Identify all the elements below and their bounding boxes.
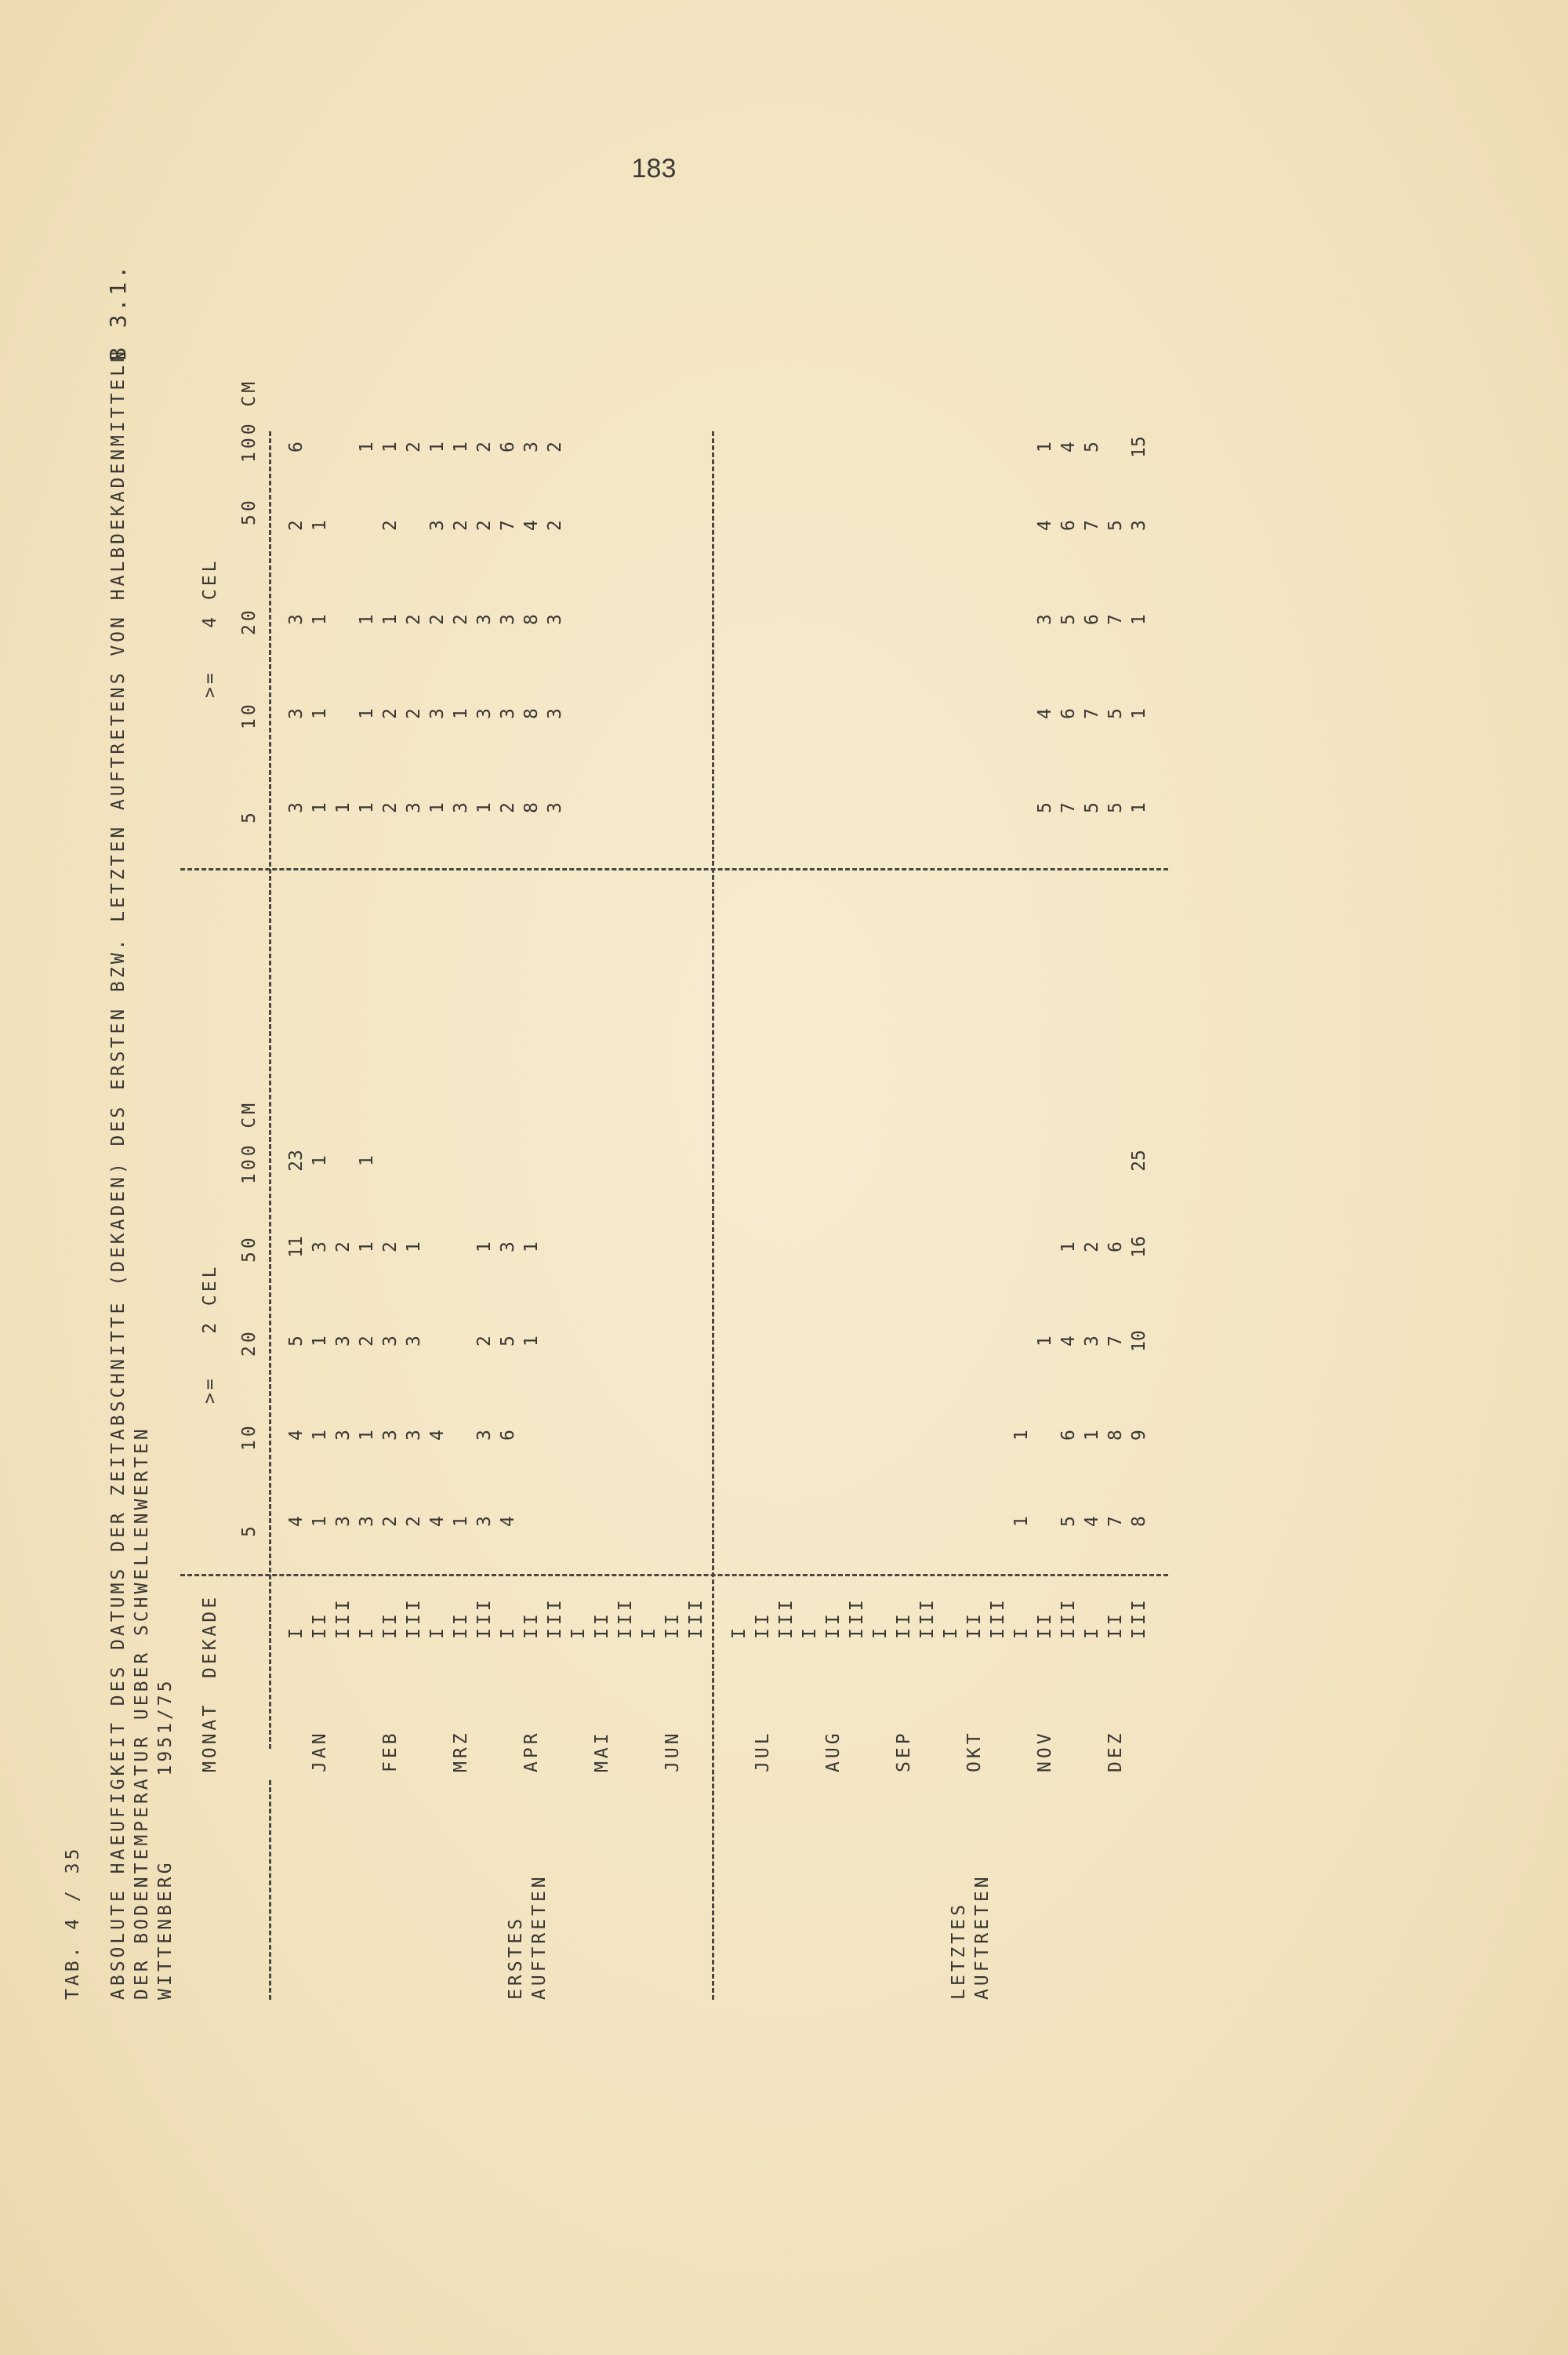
first-month-label: JAN: [310, 1730, 330, 1772]
first-cell: 2: [357, 1336, 377, 1346]
depth-50-g2: 50: [239, 497, 260, 525]
last-cell: 9: [1129, 1430, 1149, 1441]
section-last-label-2: AUFTRETEN: [972, 1873, 993, 2000]
last-dekade-label: I: [1011, 1625, 1032, 1639]
first-cell: 3: [404, 1430, 424, 1441]
first-cell: 2: [545, 520, 565, 531]
first-cell: 3: [498, 1241, 518, 1252]
first-dekade-label: II: [310, 1611, 330, 1639]
first-cell: 3: [286, 708, 307, 719]
last-cell: 4: [1058, 442, 1079, 452]
last-cell: 8: [1129, 1516, 1149, 1527]
first-cell: 3: [545, 802, 565, 813]
first-cell: 2: [545, 442, 565, 452]
page-number: 183: [631, 154, 677, 184]
first-cell: 8: [521, 708, 542, 719]
last-month-label: JUL: [753, 1730, 773, 1772]
last-dekade-label: II: [1105, 1611, 1126, 1639]
depth-5-g1: 5: [239, 1523, 260, 1537]
last-cell: 25: [1129, 1150, 1149, 1172]
first-cell: 8: [521, 802, 542, 813]
last-cell: 2: [1082, 1241, 1102, 1252]
first-cell: 3: [404, 1336, 424, 1346]
last-cell: 5: [1082, 442, 1102, 452]
last-cell: 3: [1129, 520, 1149, 531]
first-cell: 1: [357, 1241, 377, 1252]
last-month-label: SEP: [894, 1730, 914, 1772]
first-cell: 3: [404, 802, 424, 813]
first-cell: 1: [380, 442, 401, 452]
last-dekade-label: III: [988, 1597, 1008, 1639]
last-cell: 4: [1082, 1516, 1102, 1527]
first-cell: 2: [451, 614, 471, 625]
last-month-label: NOV: [1035, 1730, 1055, 1772]
last-dekade-label: I: [800, 1625, 820, 1639]
last-cell: 1: [1129, 708, 1149, 719]
section-first-label-1: ERSTES: [506, 1915, 526, 2000]
first-cell: 3: [545, 614, 565, 625]
first-dekade-label: I: [357, 1625, 377, 1639]
last-dekade-label: III: [776, 1597, 797, 1639]
last-cell: 1: [1058, 1241, 1079, 1252]
first-dekade-label: I: [639, 1625, 659, 1639]
last-cell: 1: [1129, 614, 1149, 625]
first-cell: 2: [333, 1241, 354, 1252]
last-cell: 5: [1105, 802, 1126, 813]
first-cell: 2: [474, 1336, 495, 1346]
first-dekade-label: III: [545, 1597, 565, 1639]
last-cell: 5: [1082, 802, 1102, 813]
first-cell: 1: [357, 442, 377, 452]
first-cell: 3: [427, 708, 448, 719]
table-id: TAB. 4 / 35: [63, 1845, 83, 2000]
last-cell: 6: [1082, 614, 1102, 625]
last-cell: 7: [1058, 802, 1079, 813]
first-cell: 1: [310, 614, 330, 625]
first-cell: 1: [310, 802, 330, 813]
first-cell: 2: [404, 1516, 424, 1527]
last-cell: 4: [1035, 520, 1055, 531]
depth-100-g1: 100 CM: [239, 1099, 260, 1184]
last-cell: 6: [1058, 708, 1079, 719]
first-dekade-label: II: [592, 1611, 612, 1639]
last-dekade-label: II: [964, 1611, 985, 1639]
last-cell: 16: [1129, 1236, 1149, 1258]
last-cell: 1: [1011, 1516, 1032, 1527]
first-cell: 7: [498, 520, 518, 531]
last-dekade-label: I: [729, 1625, 750, 1639]
last-cell: 7: [1082, 708, 1102, 719]
last-dekade-label: I: [941, 1625, 961, 1639]
dekade-header: DEKADE: [200, 1594, 220, 1678]
first-cell: 2: [380, 1516, 401, 1527]
first-cell: 2: [404, 442, 424, 452]
col-divider-1: [180, 1574, 1168, 1576]
section-last-label-1: LETZTES: [949, 1902, 969, 2000]
first-cell: 5: [286, 1336, 307, 1346]
section-first-label-2: AUFTRETEN: [529, 1873, 550, 2000]
first-cell: 1: [310, 1516, 330, 1527]
last-cell: 7: [1082, 520, 1102, 531]
first-cell: 1: [357, 708, 377, 719]
first-month-label: APR: [521, 1730, 542, 1772]
last-cell: 7: [1105, 614, 1126, 625]
first-cell: 2: [380, 802, 401, 813]
first-cell: 1: [357, 1430, 377, 1441]
rotated-table-page: [63, 157, 1207, 2000]
first-cell: 1: [451, 708, 471, 719]
last-dekade-label: III: [1129, 1597, 1149, 1639]
last-cell: 5: [1105, 708, 1126, 719]
first-cell: 6: [498, 1430, 518, 1441]
group1-header: >= 2 CEL: [200, 1263, 220, 1404]
first-dekade-label: III: [474, 1597, 495, 1639]
first-cell: 3: [521, 442, 542, 452]
first-cell: 1: [357, 614, 377, 625]
first-cell: 3: [451, 802, 471, 813]
title-line-3: WITTENBERG 1951/75: [155, 1677, 176, 2000]
last-dekade-label: II: [823, 1611, 844, 1639]
first-cell: 3: [498, 708, 518, 719]
first-cell: 4: [286, 1430, 307, 1441]
last-dekade-label: II: [894, 1611, 914, 1639]
last-dekade-label: II: [1035, 1611, 1055, 1639]
last-cell: 7: [1105, 1516, 1126, 1527]
first-cell: 2: [286, 520, 307, 531]
first-cell: 2: [474, 520, 495, 531]
first-cell: 2: [451, 520, 471, 531]
first-cell: 1: [427, 442, 448, 452]
first-dekade-label: II: [521, 1611, 542, 1639]
first-dekade-label: II: [451, 1611, 471, 1639]
first-dekade-label: II: [380, 1611, 401, 1639]
first-cell: 2: [380, 1241, 401, 1252]
title-line-1: ABSOLUTE HAEUFIGKEIT DES DATUMS DER ZEITABSCHNITTE (DEKADEN) DES ERSTEN BZW. LETZTEN AUFTRETENS VON HALBDEKADENMITTELN: [108, 348, 129, 2000]
col-divider-2: [180, 868, 1168, 870]
first-cell: 3: [310, 1241, 330, 1252]
last-cell: 5: [1035, 802, 1055, 813]
first-month-label: FEB: [380, 1730, 401, 1772]
depth-10-g2: 10: [239, 701, 260, 729]
first-cell: 3: [474, 1516, 495, 1527]
first-cell: 2: [404, 614, 424, 625]
last-dekade-label: III: [917, 1597, 938, 1639]
last-cell: 5: [1058, 1516, 1079, 1527]
first-dekade-label: I: [568, 1625, 589, 1639]
first-cell: 3: [474, 708, 495, 719]
first-cell: 1: [333, 802, 354, 813]
header-divider: [269, 431, 271, 1749]
code-label: B 3.1.: [105, 262, 131, 361]
first-dekade-label: III: [333, 1597, 354, 1639]
first-cell: 1: [474, 802, 495, 813]
first-dekade-label: I: [498, 1625, 518, 1639]
depth-100-g2: 100 CM: [239, 378, 260, 463]
last-cell: 1: [1129, 802, 1149, 813]
section-divider: [712, 431, 714, 2000]
first-cell: 1: [310, 1430, 330, 1441]
last-cell: 15: [1129, 436, 1149, 458]
last-dekade-label: III: [847, 1597, 867, 1639]
first-cell: 3: [498, 614, 518, 625]
first-cell: 3: [427, 520, 448, 531]
first-month-label: MAI: [592, 1730, 612, 1772]
last-dekade-label: III: [1058, 1597, 1079, 1639]
last-cell: 8: [1105, 1430, 1126, 1441]
first-dekade-label: I: [286, 1625, 307, 1639]
first-cell: 6: [286, 442, 307, 452]
first-cell: 4: [427, 1430, 448, 1441]
last-cell: 6: [1058, 1430, 1079, 1441]
last-cell: 4: [1058, 1336, 1079, 1346]
first-month-label: JUN: [662, 1730, 683, 1772]
first-cell: 1: [451, 442, 471, 452]
first-month-label: MRZ: [451, 1730, 471, 1772]
last-cell: 1: [1035, 442, 1055, 452]
first-cell: 1: [310, 1155, 330, 1166]
first-cell: 11: [286, 1236, 307, 1258]
last-cell: 5: [1058, 614, 1079, 625]
first-cell: 1: [521, 1241, 542, 1252]
first-cell: 4: [427, 1516, 448, 1527]
last-dekade-label: I: [1082, 1625, 1102, 1639]
first-cell: 1: [521, 1336, 542, 1346]
last-cell: 6: [1105, 1241, 1126, 1252]
last-cell: 3: [1082, 1336, 1102, 1346]
last-cell: 1: [1082, 1430, 1102, 1441]
first-cell: 1: [451, 1516, 471, 1527]
last-month-label: OKT: [964, 1730, 985, 1772]
first-cell: 8: [521, 614, 542, 625]
first-dekade-label: III: [404, 1597, 424, 1639]
first-cell: 2: [380, 520, 401, 531]
first-cell: 3: [333, 1516, 354, 1527]
first-dekade-label: III: [686, 1597, 706, 1639]
first-cell: 1: [427, 802, 448, 813]
depth-20-g1: 20: [239, 1328, 260, 1357]
first-cell: 4: [286, 1516, 307, 1527]
first-cell: 1: [357, 802, 377, 813]
last-cell: 5: [1105, 520, 1126, 531]
first-cell: 1: [474, 1241, 495, 1252]
first-dekade-label: III: [615, 1597, 636, 1639]
first-cell: 4: [521, 520, 542, 531]
first-cell: 3: [545, 708, 565, 719]
last-cell: 1: [1035, 1336, 1055, 1346]
depth-10-g1: 10: [239, 1423, 260, 1451]
last-month-label: AUG: [823, 1730, 844, 1772]
first-cell: 4: [498, 1516, 518, 1527]
first-cell: 2: [404, 708, 424, 719]
first-cell: 2: [474, 442, 495, 452]
first-cell: 1: [310, 1336, 330, 1346]
first-cell: 3: [357, 1516, 377, 1527]
first-cell: 1: [310, 520, 330, 531]
last-cell: 7: [1105, 1336, 1126, 1346]
monat-header: MONAT: [200, 1702, 220, 1772]
last-dekade-label: II: [753, 1611, 773, 1639]
first-dekade-label: II: [662, 1611, 683, 1639]
first-cell: 1: [357, 1155, 377, 1166]
group2-header: >= 4 CEL: [200, 558, 220, 698]
first-cell: 3: [474, 614, 495, 625]
first-cell: 23: [286, 1150, 307, 1172]
last-cell: 3: [1035, 614, 1055, 625]
first-cell: 1: [310, 708, 330, 719]
depth-5-g2: 5: [239, 809, 260, 823]
last-cell: 4: [1035, 708, 1055, 719]
last-cell: 6: [1058, 520, 1079, 531]
header-divider-left: [269, 1780, 271, 2000]
first-cell: 3: [333, 1336, 354, 1346]
first-cell: 2: [380, 708, 401, 719]
first-cell: 1: [404, 1241, 424, 1252]
first-cell: 2: [427, 614, 448, 625]
last-cell: 10: [1129, 1330, 1149, 1352]
first-cell: 6: [498, 442, 518, 452]
first-cell: 3: [333, 1430, 354, 1441]
first-cell: 1: [380, 614, 401, 625]
first-cell: 5: [498, 1336, 518, 1346]
title-line-2: DER BODENTEMPERATUR UEBER SCHWELLENWERTEN: [132, 1426, 152, 2000]
depth-20-g2: 20: [239, 607, 260, 635]
last-dekade-label: I: [870, 1625, 891, 1639]
first-dekade-label: I: [427, 1625, 448, 1639]
first-cell: 3: [380, 1430, 401, 1441]
last-cell: 1: [1011, 1430, 1032, 1441]
first-cell: 3: [380, 1336, 401, 1346]
first-cell: 2: [498, 802, 518, 813]
depth-50-g1: 50: [239, 1234, 260, 1263]
last-month-label: DEZ: [1105, 1730, 1126, 1772]
first-cell: 3: [474, 1430, 495, 1441]
first-cell: 3: [286, 802, 307, 813]
first-cell: 3: [286, 614, 307, 625]
